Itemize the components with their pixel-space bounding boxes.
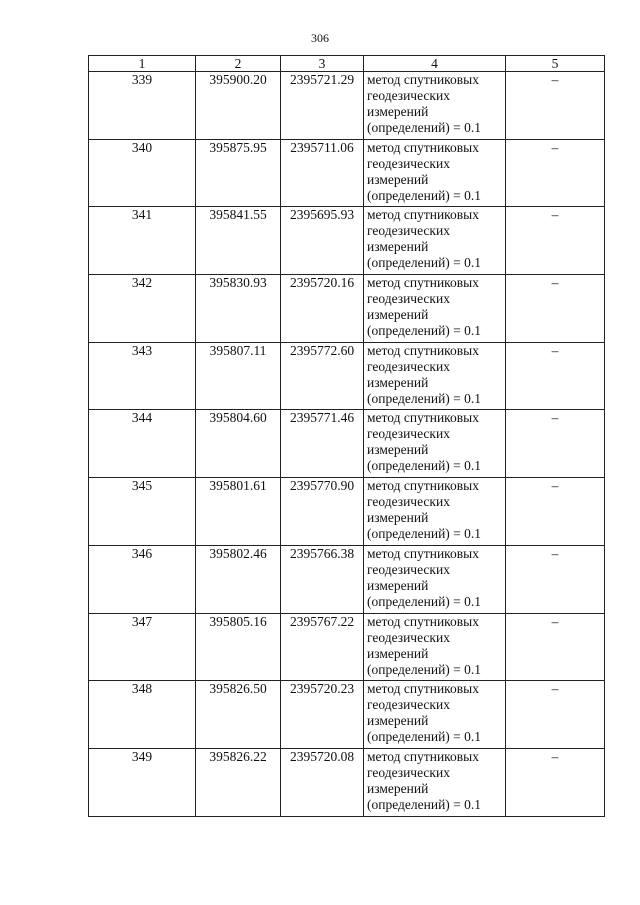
method-cell: метод спутниковых геодезических измерений (определений) = 0.1 <box>364 275 506 343</box>
table-row <box>89 545 605 613</box>
method-cell: метод спутниковых геодезических измерений (определений) = 0.1 <box>364 207 506 275</box>
x-coordinate-cell: 395802.46 <box>196 545 281 613</box>
note-cell: – <box>506 72 605 140</box>
method-cell: метод спутниковых геодезических измерений (определений) = 0.1 <box>364 545 506 613</box>
table-row <box>89 613 605 681</box>
header-cell-4: 4 <box>364 56 506 72</box>
header-cell-2: 2 <box>196 56 281 72</box>
table-row <box>89 72 605 140</box>
page-number: 306 <box>311 31 329 45</box>
table-row <box>89 478 605 546</box>
note-cell: – <box>506 410 605 478</box>
y-coordinate-cell: 2395770.90 <box>281 478 364 546</box>
point-number-cell: 341 <box>89 207 196 275</box>
note-cell: – <box>506 748 605 816</box>
point-number-cell: 348 <box>89 681 196 749</box>
x-coordinate-cell: 395830.93 <box>196 275 281 343</box>
table-row <box>89 748 605 816</box>
table-row <box>89 207 605 275</box>
header-cell-5: 5 <box>506 56 605 72</box>
y-coordinate-cell: 2395695.93 <box>281 207 364 275</box>
point-number-cell: 340 <box>89 139 196 207</box>
note-cell: – <box>506 545 605 613</box>
table-row <box>89 410 605 478</box>
header-cell-1: 1 <box>89 56 196 72</box>
x-coordinate-cell: 395841.55 <box>196 207 281 275</box>
y-coordinate-cell: 2395720.08 <box>281 748 364 816</box>
note-cell: – <box>506 681 605 749</box>
note-cell: – <box>506 275 605 343</box>
header-cell-3: 3 <box>281 56 364 72</box>
point-number-cell: 346 <box>89 545 196 613</box>
coordinates-table <box>88 55 605 817</box>
x-coordinate-cell: 395900.20 <box>196 72 281 140</box>
x-coordinate-cell: 395826.50 <box>196 681 281 749</box>
method-cell: метод спутниковых геодезических измерений (определений) = 0.1 <box>364 139 506 207</box>
y-coordinate-cell: 2395766.38 <box>281 545 364 613</box>
note-cell: – <box>506 207 605 275</box>
method-cell: метод спутниковых геодезических измерений (определений) = 0.1 <box>364 342 506 410</box>
point-number-cell: 345 <box>89 478 196 546</box>
table-row <box>89 342 605 410</box>
note-cell: – <box>506 342 605 410</box>
point-number-cell: 349 <box>89 748 196 816</box>
point-number-cell: 347 <box>89 613 196 681</box>
y-coordinate-cell: 2395720.16 <box>281 275 364 343</box>
note-cell: – <box>506 613 605 681</box>
table-row <box>89 139 605 207</box>
y-coordinate-cell: 2395771.46 <box>281 410 364 478</box>
y-coordinate-cell: 2395772.60 <box>281 342 364 410</box>
table-row <box>89 681 605 749</box>
x-coordinate-cell: 395807.11 <box>196 342 281 410</box>
header-row <box>89 56 605 72</box>
y-coordinate-cell: 2395721.29 <box>281 72 364 140</box>
x-coordinate-cell: 395804.60 <box>196 410 281 478</box>
method-cell: метод спутниковых геодезических измерений (определений) = 0.1 <box>364 410 506 478</box>
note-cell: – <box>506 478 605 546</box>
method-cell: метод спутниковых геодезических измерений (определений) = 0.1 <box>364 72 506 140</box>
y-coordinate-cell: 2395720.23 <box>281 681 364 749</box>
note-cell: – <box>506 139 605 207</box>
method-cell: метод спутниковых геодезических измерений (определений) = 0.1 <box>364 613 506 681</box>
method-cell: метод спутниковых геодезических измерений (определений) = 0.1 <box>364 681 506 749</box>
x-coordinate-cell: 395805.16 <box>196 613 281 681</box>
point-number-cell: 342 <box>89 275 196 343</box>
table-row <box>89 275 605 343</box>
method-cell: метод спутниковых геодезических измерений (определений) = 0.1 <box>364 748 506 816</box>
x-coordinate-cell: 395801.61 <box>196 478 281 546</box>
table-body <box>89 72 605 817</box>
x-coordinate-cell: 395875.95 <box>196 139 281 207</box>
y-coordinate-cell: 2395711.06 <box>281 139 364 207</box>
method-cell: метод спутниковых геодезических измерений (определений) = 0.1 <box>364 478 506 546</box>
point-number-cell: 339 <box>89 72 196 140</box>
y-coordinate-cell: 2395767.22 <box>281 613 364 681</box>
point-number-cell: 344 <box>89 410 196 478</box>
point-number-cell: 343 <box>89 342 196 410</box>
x-coordinate-cell: 395826.22 <box>196 748 281 816</box>
